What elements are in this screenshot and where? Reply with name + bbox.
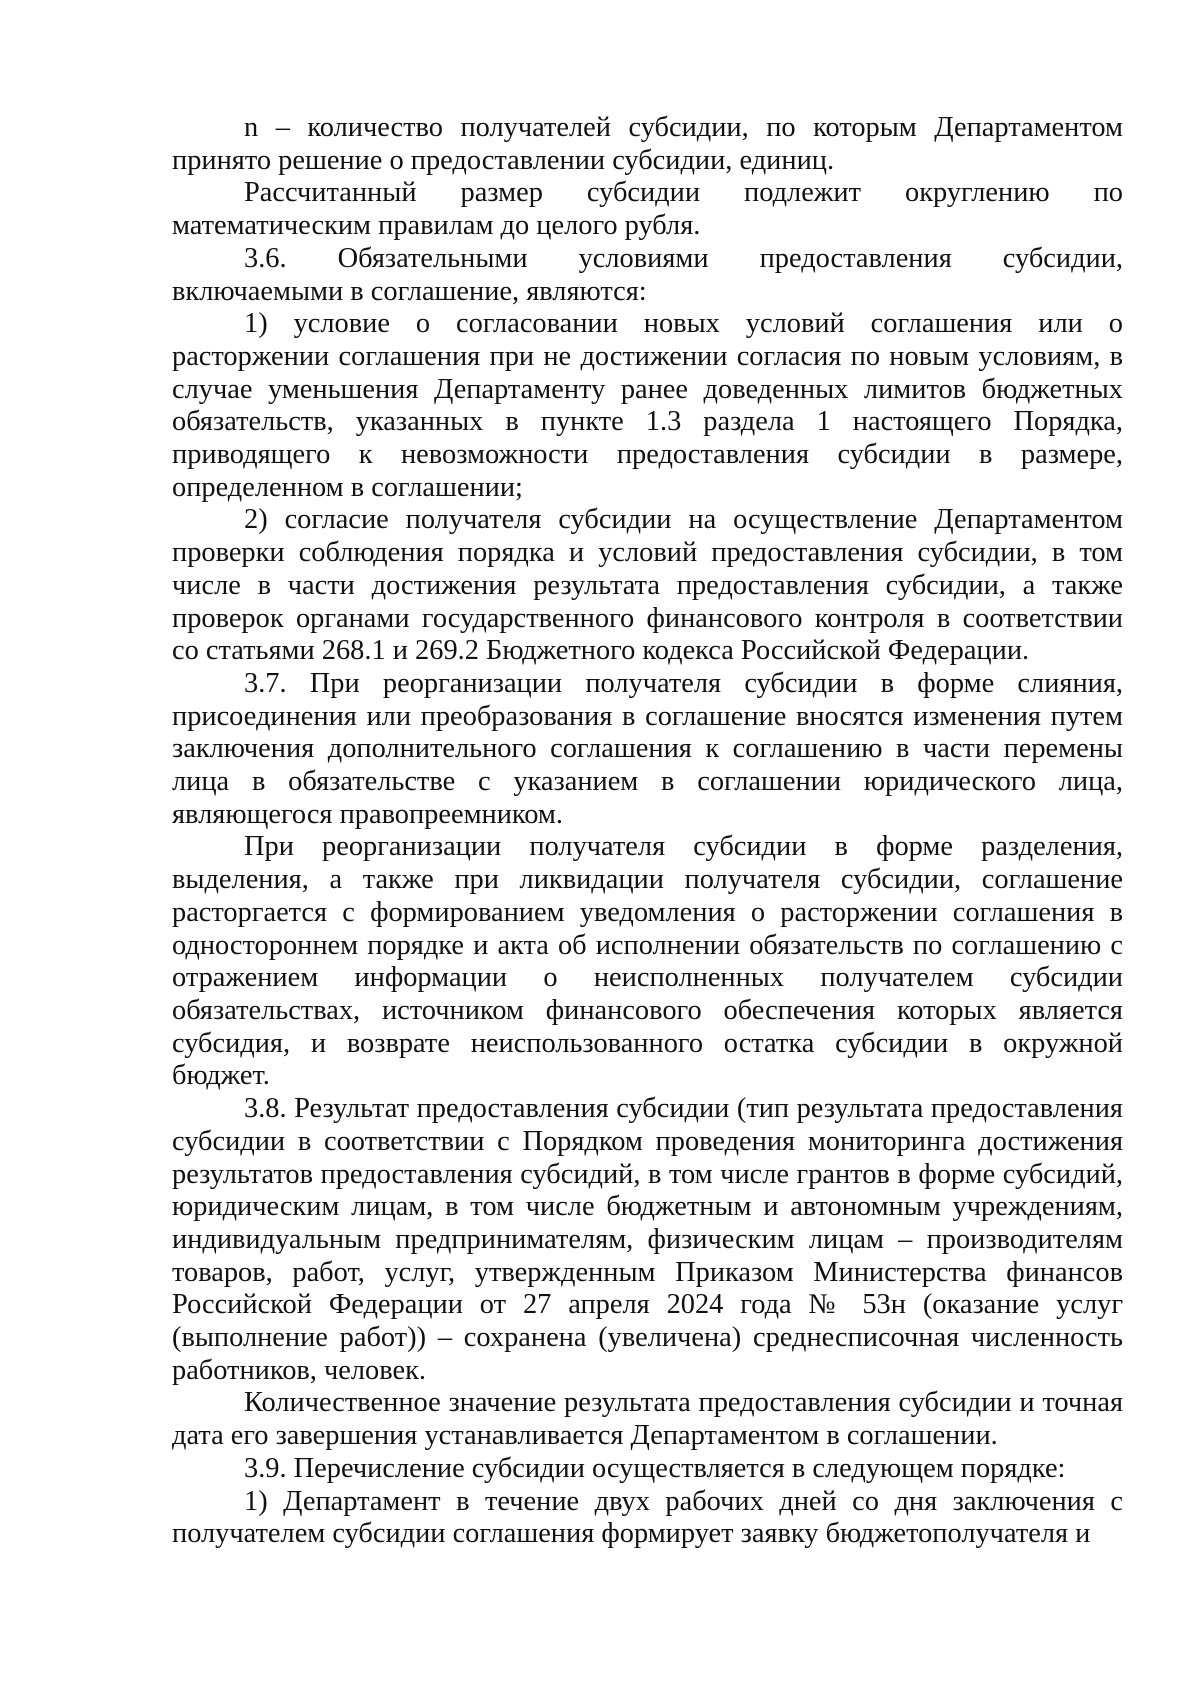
paragraph-3-7: 3.7. При реорганизации получателя субсидии в форме слияния, присоединения или преобразования в соглашение вносятся изменения путем заключения дополнительного соглашения к соглашению в части перемены лица в обязательстве с указанием в соглашении юридического лица, являющегося правопреемником. (172, 667, 1123, 830)
paragraph-rounding-rule: Рассчитанный размер субсидии подлежит округлению по математическим правилам до целого рубля. (172, 177, 1123, 242)
document-body (172, 112, 1123, 1551)
paragraph-3-6: 3.6. Обязательными условиями предоставления субсидии, включаемыми в соглашение, являются: (172, 242, 1123, 307)
paragraph-3-6-item-2: 2) согласие получателя субсидии на осуществление Департаментом проверки соблюдения порядка и условий предоставления субсидии, в том числе в части достижения результата предоставления субсидии, а также проверок органами государственного финансового контроля в соответствии со статьями 268.1 и 269.2 Бюджетного кодекса Российской Федерации. (172, 504, 1123, 667)
paragraph-3-7-reorganization: При реорганизации получателя субсидии в форме разделения, выделения, а также при ликвидации получателя субсидии, соглашение расторгается с формированием уведомления о расторжении соглашения в одностороннем порядке и акта об исполнении обязательств по соглашению с отражением информации о неисполненных получателем субсидии обязательствах, источником финансового обеспечения которых является субсидия, и возврате неиспользованного остатка субсидии в окружной бюджет. (172, 831, 1123, 1092)
paragraph-3-8: 3.8. Результат предоставления субсидии (тип результата предоставления субсидии в соответствии с Порядком проведения мониторинга достижения результатов предоставления субсидий, в том числе грантов в форме субсидий, юридическим лицам, в том числе бюджетным и автономным учреждениям, индивидуальным предпринимателям, физическим лицам – производителям товаров, работ, услуг, утвержденным Приказом Министерства финансов Российской Федерации от 27 апреля 2024 года № 53н (оказание услуг (выполнение работ)) – сохранена (увеличена) среднесписочная численность работников, человек. (172, 1093, 1123, 1386)
paragraph-3-6-item-1: 1) условие о согласовании новых условий соглашения или о расторжении соглашения при не достижении согласия по новым условиям, в случае уменьшения Департаменту ранее доведенных лимитов бюджетных обязательств, указанных в пункте 1.3 раздела 1 настоящего Порядка, приводящего к невозможности предоставления субсидии в размере, определенном в соглашении; (172, 308, 1123, 503)
paragraph-3-9-item-1: 1) Департамент в течение двух рабочих дней со дня заключения с получателем субсидии соглашения формирует заявку бюджетополучателя и (172, 1485, 1123, 1550)
paragraph-3-9: 3.9. Перечисление субсидии осуществляется в следующем порядке: (244, 1452, 1066, 1484)
paragraph-3-8-quantitative-value: Количественное значение результата предоставления субсидии и точная дата его завершения устанавливается Департаментом в соглашении. (172, 1387, 1123, 1452)
paragraph-n-definition: n – количество получателей субсидии, по которым Департаментом принято решение о предоставлении субсидии, единиц. (172, 112, 1123, 176)
